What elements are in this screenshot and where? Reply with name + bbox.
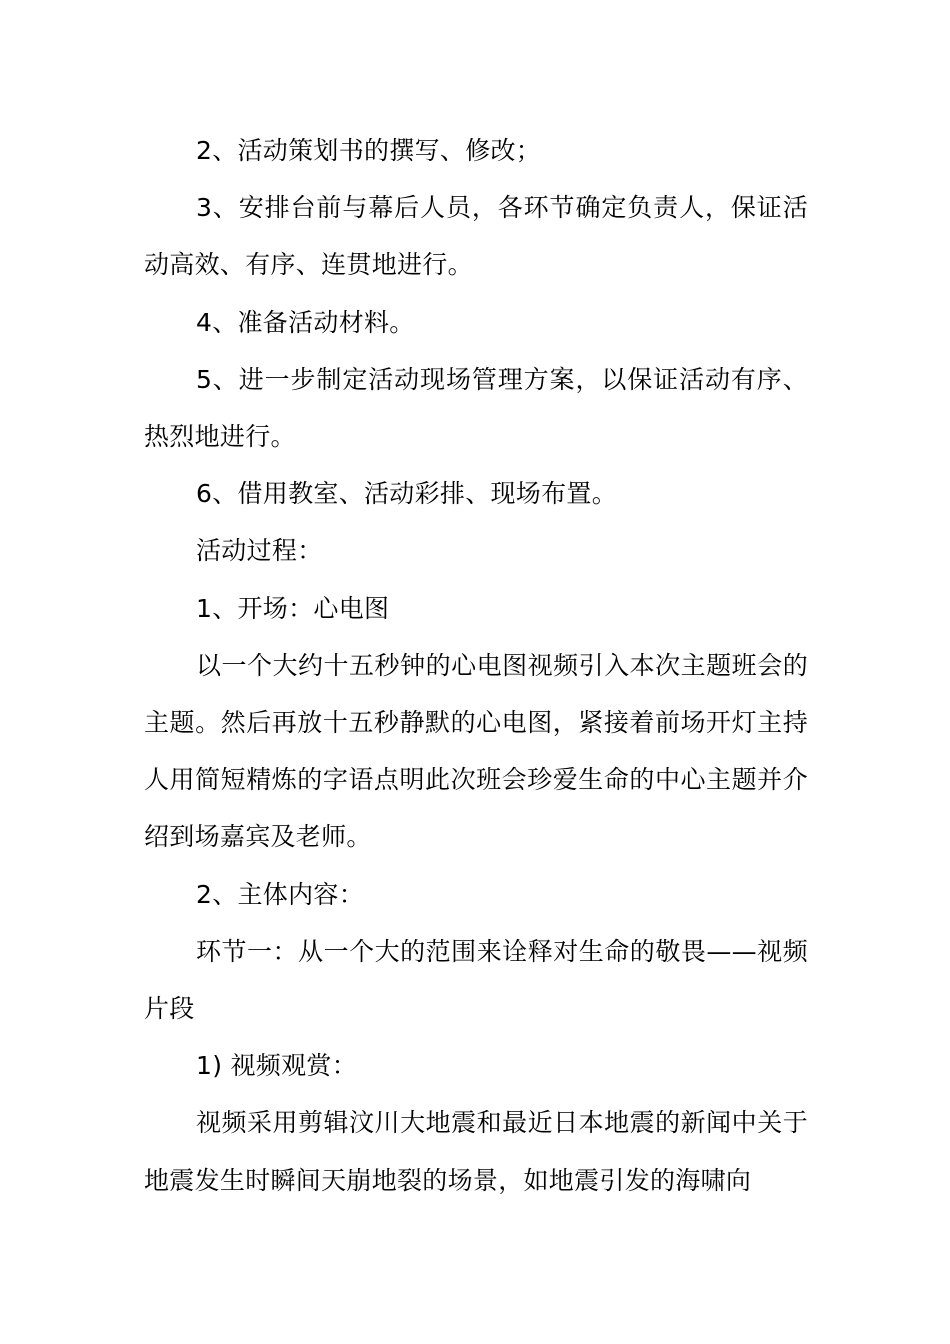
paragraph-opening-description: 以一个大约十五秒钟的心电图视频引入本次主题班会的主题。然后再放十五秒静默的心电图，紧接着前场开灯主持人用简短精炼的字语点明此次班会珍爱生命的中心主题并介绍到场嘉宾及老师。 [144,650,808,852]
paragraph-step-5: 5、进一步制定活动现场管理方案，以保证活动有序、热烈地进行。 [144,364,808,452]
section-heading-process: 活动过程： [196,536,323,566]
paragraph-step-3: 3、安排台前与幕后人员，各环节确定负责人，保证活动高效、有序、连贯地进行。 [144,193,808,280]
paragraph-step-4: 4、准备活动材料。 [196,307,415,337]
paragraph-step-2: 2、活动策划书的撰写、修改； [196,136,542,165]
subheading-segment-one: 环节一：从一个大的范围来诠释对生命的敬畏——视频片段 [144,936,808,1024]
subheading-main-content: 2、主体内容： [196,879,365,909]
document-body [144,122,808,1209]
paragraph-video-description: 视频采用剪辑汶川大地震和最近日本地震的新闻中关于地震发生时瞬间天崩地裂的场景，如地震引发的海啸向 [144,1108,808,1195]
subheading-opening: 1、开场：心电图 [196,593,390,623]
paragraph-step-6: 6、借用教室、活动彩排、现场布置。 [196,479,618,509]
subheading-video-viewing: 1) 视频观赏： [196,1051,358,1081]
